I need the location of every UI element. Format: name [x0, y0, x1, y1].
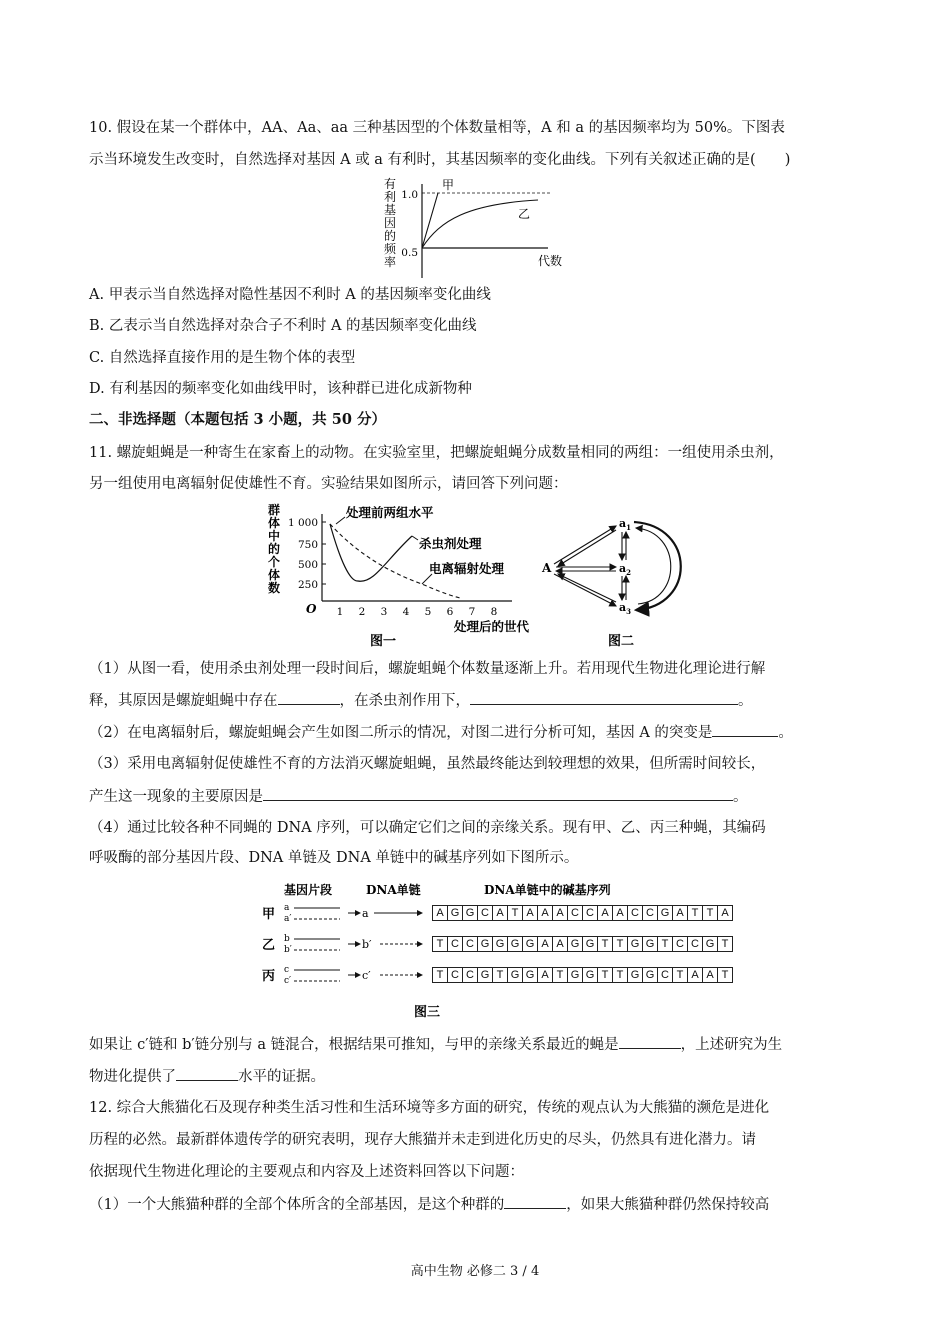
fig3-chain-label: c′	[362, 969, 371, 982]
base-cell: C	[673, 937, 688, 951]
fig1-x-tick: 5	[424, 606, 432, 618]
q10-tick-1: 1.0	[401, 189, 418, 201]
fig1-x-tick: 6	[446, 606, 454, 618]
base-cell: C	[583, 906, 598, 920]
base-cell: T	[688, 906, 703, 920]
base-cell: A	[673, 906, 688, 920]
base-cell: T	[433, 968, 448, 982]
fig3-sequence-bing	[432, 967, 733, 983]
q10-curve-jia	[422, 193, 438, 248]
base-cell: T	[553, 968, 568, 982]
base-cell: T	[673, 968, 688, 982]
fig2-node-a2: $a_2$	[619, 562, 632, 577]
base-cell: A	[688, 968, 703, 982]
q10-line-1: 10. 假设在某一个群体中，AA、Aa、aa 三种基因型的个体数量相等，A 和 a 的基因频率均为 50%。下图表	[89, 120, 785, 136]
answer-blank[interactable]	[278, 690, 340, 705]
base-cell: A	[433, 906, 448, 920]
q10-option-a[interactable]: A. 甲表示当自然选择对隐性基因不利时 A 的基因频率变化曲线	[89, 287, 491, 303]
q10-y-char: 有	[383, 177, 397, 191]
fig1-y-char: 群	[267, 503, 281, 517]
base-cell: T	[508, 906, 523, 920]
base-cell: G	[448, 906, 463, 920]
q10-line-2: 示当环境发生改变时，自然选择对基因 A 或 a 有利时，其基因频率的变化曲线。下列有关叙述正确的是( )	[89, 152, 791, 168]
base-cell: T	[721, 969, 729, 981]
q11-fig1	[262, 500, 538, 650]
fig2-arrow	[554, 574, 616, 606]
base-cell: C	[643, 906, 658, 920]
q11-sub3-line2: 产生这一现象的主要原因是 。	[89, 786, 865, 807]
fig1-y-tick: 500	[297, 559, 318, 571]
fig1-label-insecticide: 杀虫剂处理	[419, 536, 482, 551]
q11-sub3-line1: （3）采用电离辐射促使雄性不育的方法消灭螺旋蛆蝇，虽然最终能达到较理想的效果，但所需时间较长，	[89, 756, 766, 772]
fig1-origin: O	[306, 602, 317, 616]
fig1-y-tick: 250	[297, 579, 318, 591]
base-cell: T	[721, 938, 729, 950]
fig1-y-char: 中	[267, 529, 281, 543]
q10-x-label: 代数	[538, 254, 563, 268]
base-cell: G	[658, 906, 673, 920]
fig3-sequence-jia	[432, 905, 733, 921]
fig3-chain-label: b′	[362, 938, 372, 951]
fig3-species-jia: 甲	[262, 907, 276, 922]
fig1-x-tick: 4	[402, 606, 410, 618]
fig1-y-label	[268, 502, 280, 595]
fig3-strand-label: c	[284, 965, 290, 975]
fig1-y-char: 个	[267, 555, 281, 569]
base-cell: T	[598, 968, 613, 982]
fig1-label-before: 处理前两组水平	[346, 505, 434, 520]
fig3-species-bing: 丙	[262, 969, 276, 984]
q11-fig2	[536, 506, 696, 650]
base-cell: A	[538, 937, 553, 951]
base-cell: G	[568, 968, 583, 982]
q11-intro-2: 另一组使用电离辐射促使雄性不育。实验结果如图所示，请回答下列问题：	[89, 476, 568, 492]
base-cell: G	[508, 968, 523, 982]
q10-y-char: 率	[383, 255, 397, 269]
base-cell: A	[493, 906, 508, 920]
q11-fig3	[256, 882, 729, 1022]
fig1-x-tick: 8	[490, 606, 498, 618]
base-cell: C	[628, 906, 643, 920]
base-cell: T	[598, 937, 613, 951]
fig2-node-A: A	[542, 561, 552, 575]
base-cell: G	[493, 937, 508, 951]
base-cell: T	[658, 937, 673, 951]
base-cell: G	[478, 937, 493, 951]
answer-blank[interactable]	[712, 722, 778, 737]
fig3-header-gene: 基因片段	[284, 883, 333, 897]
fig2-caption: 图二	[608, 634, 635, 649]
q12-line-3: 依据现代生物进化理论的主要观点和内容及上述资料回答以下问题：	[89, 1164, 524, 1180]
base-cell: G	[583, 937, 598, 951]
base-cell: C	[568, 906, 583, 920]
base-cell: G	[568, 937, 583, 951]
q10-chart	[378, 176, 578, 280]
base-cell: A	[538, 968, 553, 982]
fig2-node-a1: $a_1$	[619, 517, 632, 532]
base-cell: A	[553, 937, 568, 951]
base-cell: A	[721, 907, 729, 919]
base-cell: C	[688, 937, 703, 951]
fig3-species-yi: 乙	[262, 938, 276, 953]
fig3-strand-label: b	[284, 934, 290, 944]
base-cell: G	[478, 968, 493, 982]
answer-blank[interactable]	[504, 1194, 566, 1209]
base-cell: G	[523, 937, 538, 951]
base-cell: T	[613, 968, 628, 982]
fig1-y-char: 的	[267, 542, 281, 556]
q10-option-c[interactable]: C. 自然选择直接作用的是生物个体的表型	[89, 350, 356, 366]
fig1-x-tick: 3	[380, 606, 388, 618]
base-cell: C	[478, 906, 493, 920]
base-cell: G	[508, 937, 523, 951]
fig1-y-tick: 1 000	[287, 517, 318, 529]
fig3-strand-label: c′	[284, 976, 292, 986]
q11-intro-1: 11. 螺旋蛆蝇是一种寄生在家畜上的动物。在实验室里，把螺旋蛆蝇分成数量相同的两组：一组使用杀虫剂，	[89, 445, 784, 461]
base-cell: G	[463, 906, 478, 920]
fig2-arrow	[554, 526, 616, 564]
answer-blank[interactable]	[263, 786, 733, 801]
q10-tick-05: 0.5	[401, 247, 418, 259]
fig2-arrow	[558, 530, 616, 566]
q10-y-char: 利	[383, 190, 397, 204]
fig3-caption: 图三	[414, 1005, 441, 1020]
fig1-caption: 图一	[370, 634, 397, 649]
q10-label-jia: 甲	[442, 178, 455, 192]
base-cell: C	[463, 937, 478, 951]
q11-sub1-line2: 释，其原因是螺旋蛆蝇中存在 ，在杀虫剂作用下， 。	[89, 690, 865, 711]
section-heading: 二、非选择题（本题包括 3 小题，共 50 分）	[89, 411, 386, 428]
base-cell: T	[613, 937, 628, 951]
fig1-x-tick: 1	[336, 606, 344, 618]
base-cell: T	[433, 937, 448, 951]
q11-sub4-line2: 呼吸酶的部分基因片段、DNA 单链及 DNA 单链中的碱基序列如下图所示。	[89, 850, 579, 866]
fig3-sequence-yi	[432, 936, 733, 952]
fig1-x-label: 处理后的世代	[454, 619, 530, 634]
fig3-strand-label: b′	[284, 945, 292, 955]
base-cell: G	[523, 968, 538, 982]
q10-y-char: 频	[383, 242, 397, 256]
base-cell: A	[598, 906, 613, 920]
fig1-x-tick: 2	[358, 606, 366, 618]
base-cell: G	[583, 968, 598, 982]
base-cell: C	[448, 937, 463, 951]
fig3-chain-label: a	[362, 907, 369, 920]
q10-y-char: 基	[383, 203, 397, 217]
answer-blank[interactable]	[470, 690, 738, 705]
fig3-header-seq: DNA单链中的碱基序列	[484, 883, 611, 897]
q11-sub1-line1: （1）从图一看，使用杀虫剂处理一段时间后，螺旋蛆蝇个体数量逐渐上升。若用现代生物进化理论进行解	[89, 661, 766, 677]
fig2-arc-arrow	[636, 528, 671, 604]
base-cell: A	[703, 968, 718, 982]
fig1-y-char: 体	[267, 516, 281, 530]
fig3-structure	[256, 882, 696, 1022]
fig1-x-tick: 7	[468, 606, 476, 618]
q10-y-char: 的	[383, 229, 397, 243]
fig1-y-char: 数	[267, 581, 281, 595]
fig2-node-a3: $a_3$	[619, 601, 632, 616]
base-cell: G	[643, 937, 658, 951]
base-cell: G	[628, 968, 643, 982]
base-cell: A	[538, 906, 553, 920]
page-footer: 高中生物 必修二 3 / 4	[410, 1264, 540, 1279]
base-cell: C	[448, 968, 463, 982]
fig1-y-tick: 750	[297, 539, 318, 551]
base-cell: G	[703, 937, 718, 951]
fig2-arrow	[558, 574, 616, 602]
q12-line-2: 历程的必然。最新群体遗传学的研究表明，现存大熊猫并未走到进化历史的尽头，仍然具有进化潜力。请	[89, 1132, 756, 1148]
q12-line-4: （1）一个大熊猫种群的全部个体所含的全部基因，是这个种群的 ，如果大熊猫种群仍然保持较高	[89, 1194, 865, 1215]
q10-option-d[interactable]: D. 有利基因的频率变化如曲线甲时，该种群已进化成新物种	[89, 381, 472, 397]
base-cell: C	[658, 968, 673, 982]
answer-blank[interactable]	[176, 1066, 238, 1081]
q10-option-b[interactable]: B. 乙表示当自然选择对杂合子不利时 A 的基因频率变化曲线	[89, 318, 477, 334]
base-cell: T	[493, 968, 508, 982]
base-cell: A	[523, 906, 538, 920]
base-cell: C	[463, 968, 478, 982]
q11-sub4-line1: （4）通过比较各种不同蝇的 DNA 序列，可以确定它们之间的亲缘关系。现有甲、乙、丙三种蝇，其编码	[89, 820, 766, 836]
q10-y-char: 因	[383, 216, 397, 230]
fig3-strand-label: a′	[284, 914, 292, 924]
base-cell: G	[643, 968, 658, 982]
q10-label-yi: 乙	[518, 207, 531, 221]
base-cell: G	[628, 937, 643, 951]
q11-sub4-line4: 物进化提供了 水平的证据。	[89, 1066, 865, 1087]
answer-blank[interactable]	[619, 1034, 681, 1049]
fig1-y-char: 体	[267, 568, 281, 582]
fig3-header-chain: DNA单链	[366, 883, 421, 897]
base-cell: A	[613, 906, 628, 920]
fig3-strand-label: a	[284, 903, 290, 913]
q11-sub4-line3: 如果让 c′链和 b′链分别与 a 链混合，根据结果可推知，与甲的亲缘关系最近的蝇是 ，上述研究为生	[89, 1034, 865, 1055]
fig1-curve-insecticide	[330, 524, 412, 581]
fig1-label-radiation: 电离辐射处理	[429, 561, 505, 576]
q11-sub2: （2）在电离辐射后，螺旋蛆蝇会产生如图二所示的情况，对图二进行分析可知，基因 A 的突变是 。	[89, 722, 865, 743]
q12-line-1: 12. 综合大熊猫化石及现存种类生活习性和生活环境等多方面的研究，传统的观点认为大熊猫的濒危是进化	[89, 1100, 770, 1116]
base-cell: A	[553, 906, 568, 920]
q10-y-label	[384, 177, 397, 269]
base-cell: T	[703, 906, 718, 920]
